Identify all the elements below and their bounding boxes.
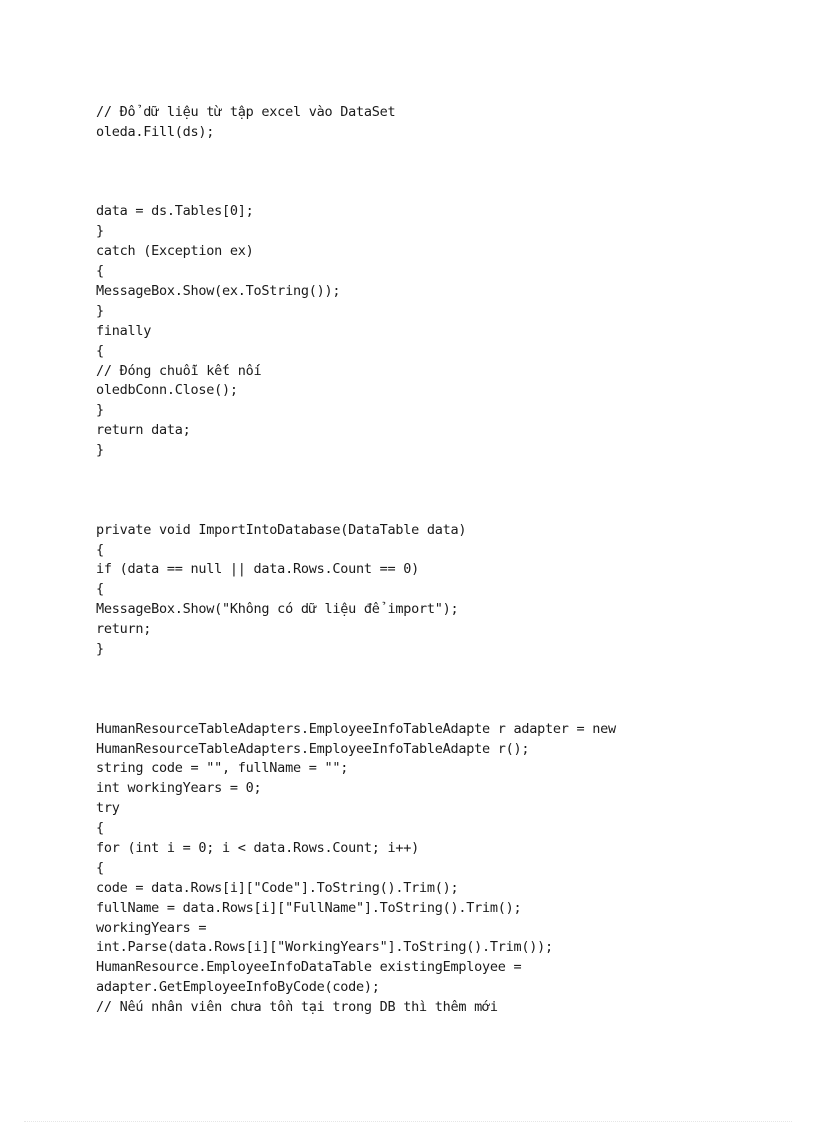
code-listing — [96, 103, 796, 1018]
code-line: code = data.Rows[i]["Code"].ToString().Trim(); — [96, 879, 459, 896]
blank-line — [96, 143, 796, 163]
page-bottom-rule — [24, 1121, 792, 1122]
code-line: { — [96, 820, 104, 837]
code-line: // Nếu nhân viên chưa tồn tại trong DB thì thêm mới — [96, 999, 498, 1016]
code-line: return data; — [96, 422, 191, 439]
code-line: for (int i = 0; i < data.Rows.Count; i++) — [96, 839, 419, 856]
code-line: MessageBox.Show("Không có dữ liệu để import"); — [96, 601, 459, 618]
blank-line — [96, 680, 796, 700]
code-line: oleda.Fill(ds); — [96, 123, 215, 140]
code-line: { — [96, 342, 104, 359]
code-line: finally — [96, 322, 152, 339]
code-line: if (data == null || data.Rows.Count == 0) — [96, 561, 419, 578]
code-line: fullName = data.Rows[i]["FullName"].ToString().Trim(); — [96, 899, 522, 916]
blank-line — [96, 183, 796, 203]
code-line: catch (Exception ex) — [96, 243, 254, 260]
code-line: oledbConn.Close(); — [96, 382, 238, 399]
blank-line — [96, 660, 796, 680]
blank-line — [96, 481, 796, 501]
code-line: { — [96, 541, 104, 558]
code-line: } — [96, 402, 104, 419]
blank-line — [96, 461, 796, 481]
code-line: int.Parse(data.Rows[i]["WorkingYears"].ToString().Trim()); — [96, 939, 553, 956]
code-line: adapter.GetEmployeeInfoByCode(code); — [96, 979, 380, 996]
code-line: { — [96, 859, 104, 876]
code-line: } — [96, 302, 104, 319]
blank-line — [96, 700, 796, 720]
code-line: } — [96, 223, 104, 240]
code-line: // Đổ dữ liệu từ tập excel vào DataSet — [96, 104, 396, 120]
blank-line — [96, 163, 796, 183]
code-line: MessageBox.Show(ex.ToString()); — [96, 283, 341, 300]
code-line: string code = "", fullName = ""; — [96, 760, 349, 777]
code-line: try — [96, 800, 120, 817]
code-line: HumanResourceTableAdapters.EmployeeInfoTableAdapte r(); — [96, 740, 530, 757]
code-line: data = ds.Tables[0]; — [96, 203, 254, 220]
code-line: return; — [96, 621, 152, 638]
code-line: { — [96, 263, 104, 280]
code-line: int workingYears = 0; — [96, 780, 262, 797]
code-line: { — [96, 581, 104, 598]
code-line: } — [96, 641, 104, 658]
code-line: } — [96, 442, 104, 459]
code-line: workingYears = — [96, 919, 207, 936]
code-line: private void ImportIntoDatabase(DataTable data) — [96, 521, 467, 538]
code-line: HumanResourceTableAdapters.EmployeeInfoTableAdapte r adapter = new — [96, 720, 616, 737]
blank-line — [96, 501, 796, 521]
code-line: // Đóng chuỗi kết nối — [96, 362, 262, 379]
code-line: HumanResource.EmployeeInfoDataTable existingEmployee = — [96, 959, 522, 976]
